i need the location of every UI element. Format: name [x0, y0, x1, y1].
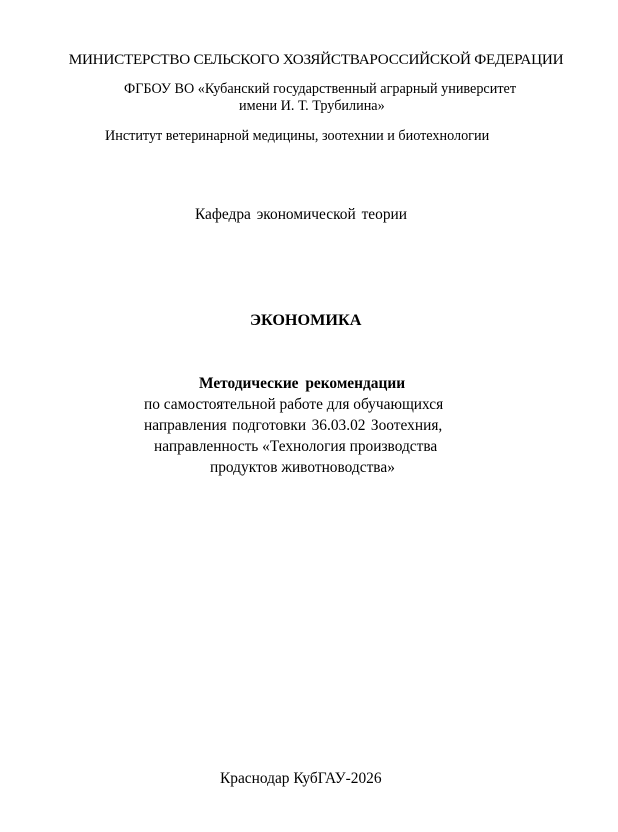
university-name-line-2: имени И. Т. Трубилина»: [239, 98, 385, 114]
department-name: Кафедра экономической теории: [195, 206, 407, 223]
ministry-name: МИНИСТЕРСТВО СЕЛЬСКОГО ХОЗЯЙСТВАРОССИЙСКОЙ ФЕДЕРАЦИИ: [68, 51, 564, 68]
document-subtitle: Методические рекомендации: [199, 375, 406, 392]
university-name-line-1: ФГБОУ ВО «Кубанский государственный аграрный университет: [124, 81, 517, 97]
institute-name: Институт ветеринарной медицины, зоотехнии и биотехнологии: [105, 128, 490, 144]
city-publisher-year: Краснодар КубГАУ-2026: [220, 770, 382, 787]
description-line-4: продуктов животноводства»: [210, 459, 395, 476]
description-line-1: по самостоятельной работе для обучающихся: [144, 396, 444, 413]
description-line-2: направления подготовки 36.03.02 Зоотехния,: [144, 417, 443, 434]
document-title: ЭКОНОМИКА: [250, 311, 362, 329]
description-line-3: направленность «Технология производства: [154, 438, 438, 455]
